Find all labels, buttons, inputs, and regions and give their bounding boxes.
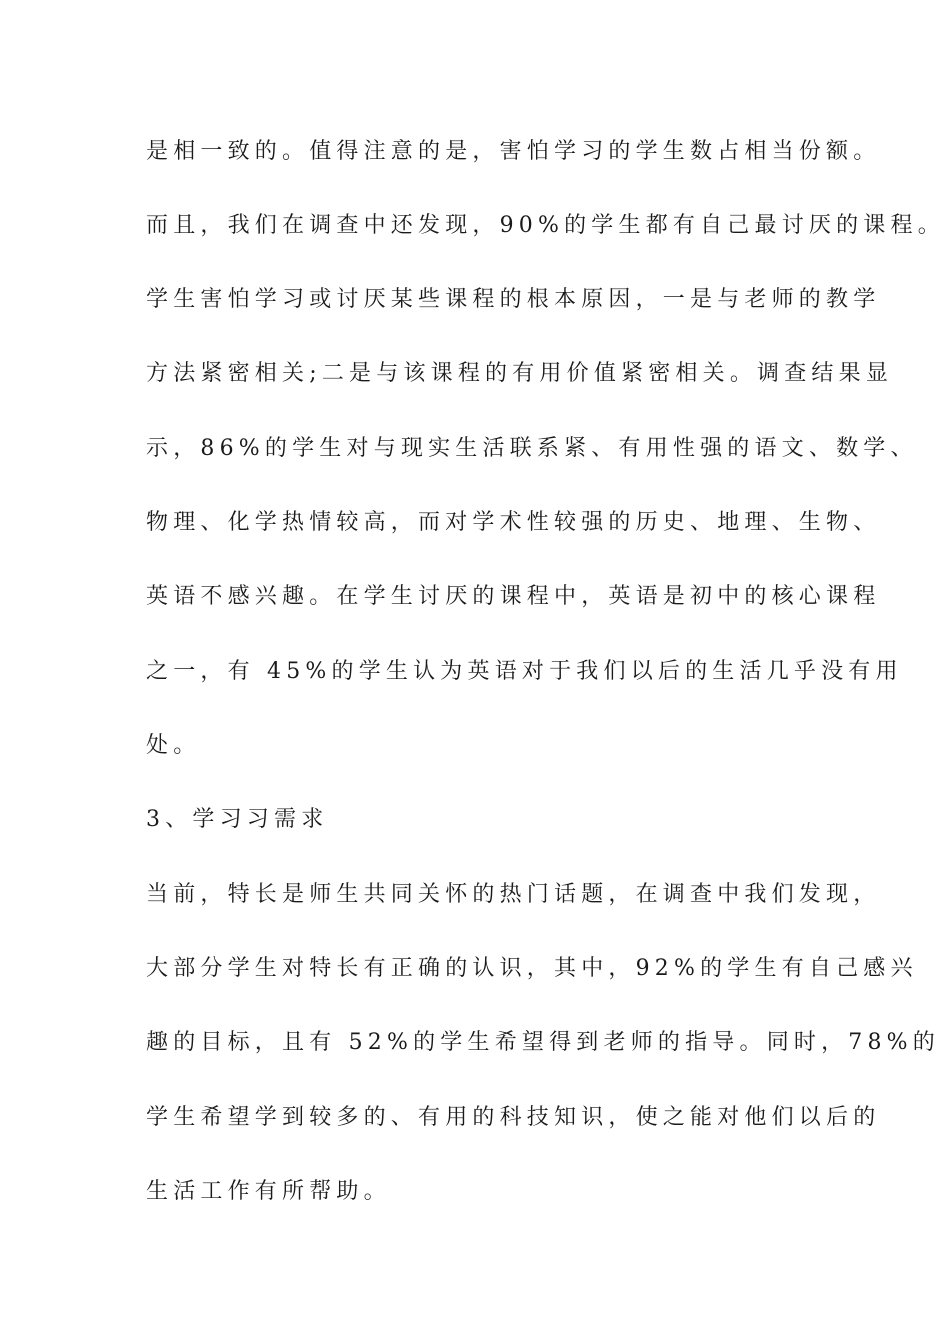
paragraph-line: 而且，我们在调查中还发现，90%的学生都有自己最讨厌的课程。 — [146, 213, 945, 238]
paragraph-line: 方法紧密相关;二是与该课程的有用价值紧密相关。调查结果显 — [146, 361, 894, 386]
paragraph-line: 大部分学生对特长有正确的认识，其中，92%的学生有自己感兴 — [146, 956, 918, 981]
paragraph-line: 学生害怕学习或讨厌某些课程的根本原因，一是与老师的教学 — [146, 287, 881, 312]
paragraph-line: 学生希望学到较多的、有用的科技知识，使之能对他们以后的 — [146, 1105, 881, 1130]
paragraph-line: 当前，特长是师生共同关怀的热门话题，在调查中我们发现， — [146, 882, 881, 907]
section-heading: 3、学习习需求 — [146, 807, 329, 832]
paragraph-line: 生活工作有所帮助。 — [146, 1179, 391, 1204]
paragraph-line: 处。 — [146, 733, 201, 758]
paragraph-line: 物理、化学热情较高，而对学术性较强的历史、地理、生物、 — [146, 510, 881, 535]
paragraph-line: 示，86%的学生对与现实生活联系紧、有用性强的语文、数学、 — [146, 436, 918, 461]
paragraph-line: 英语不感兴趣。在学生讨厌的课程中，英语是初中的核心课程 — [146, 584, 881, 609]
paragraph-line: 之一，有 45%的学生认为英语对于我们以后的生活几乎没有用 — [146, 659, 903, 684]
paragraph-line: 是相一致的。值得注意的是，害怕学习的学生数占相当份额。 — [146, 139, 881, 164]
paragraph-line: 趣的目标，且有 52%的学生希望得到老师的指导。同时，78%的 — [146, 1030, 940, 1055]
